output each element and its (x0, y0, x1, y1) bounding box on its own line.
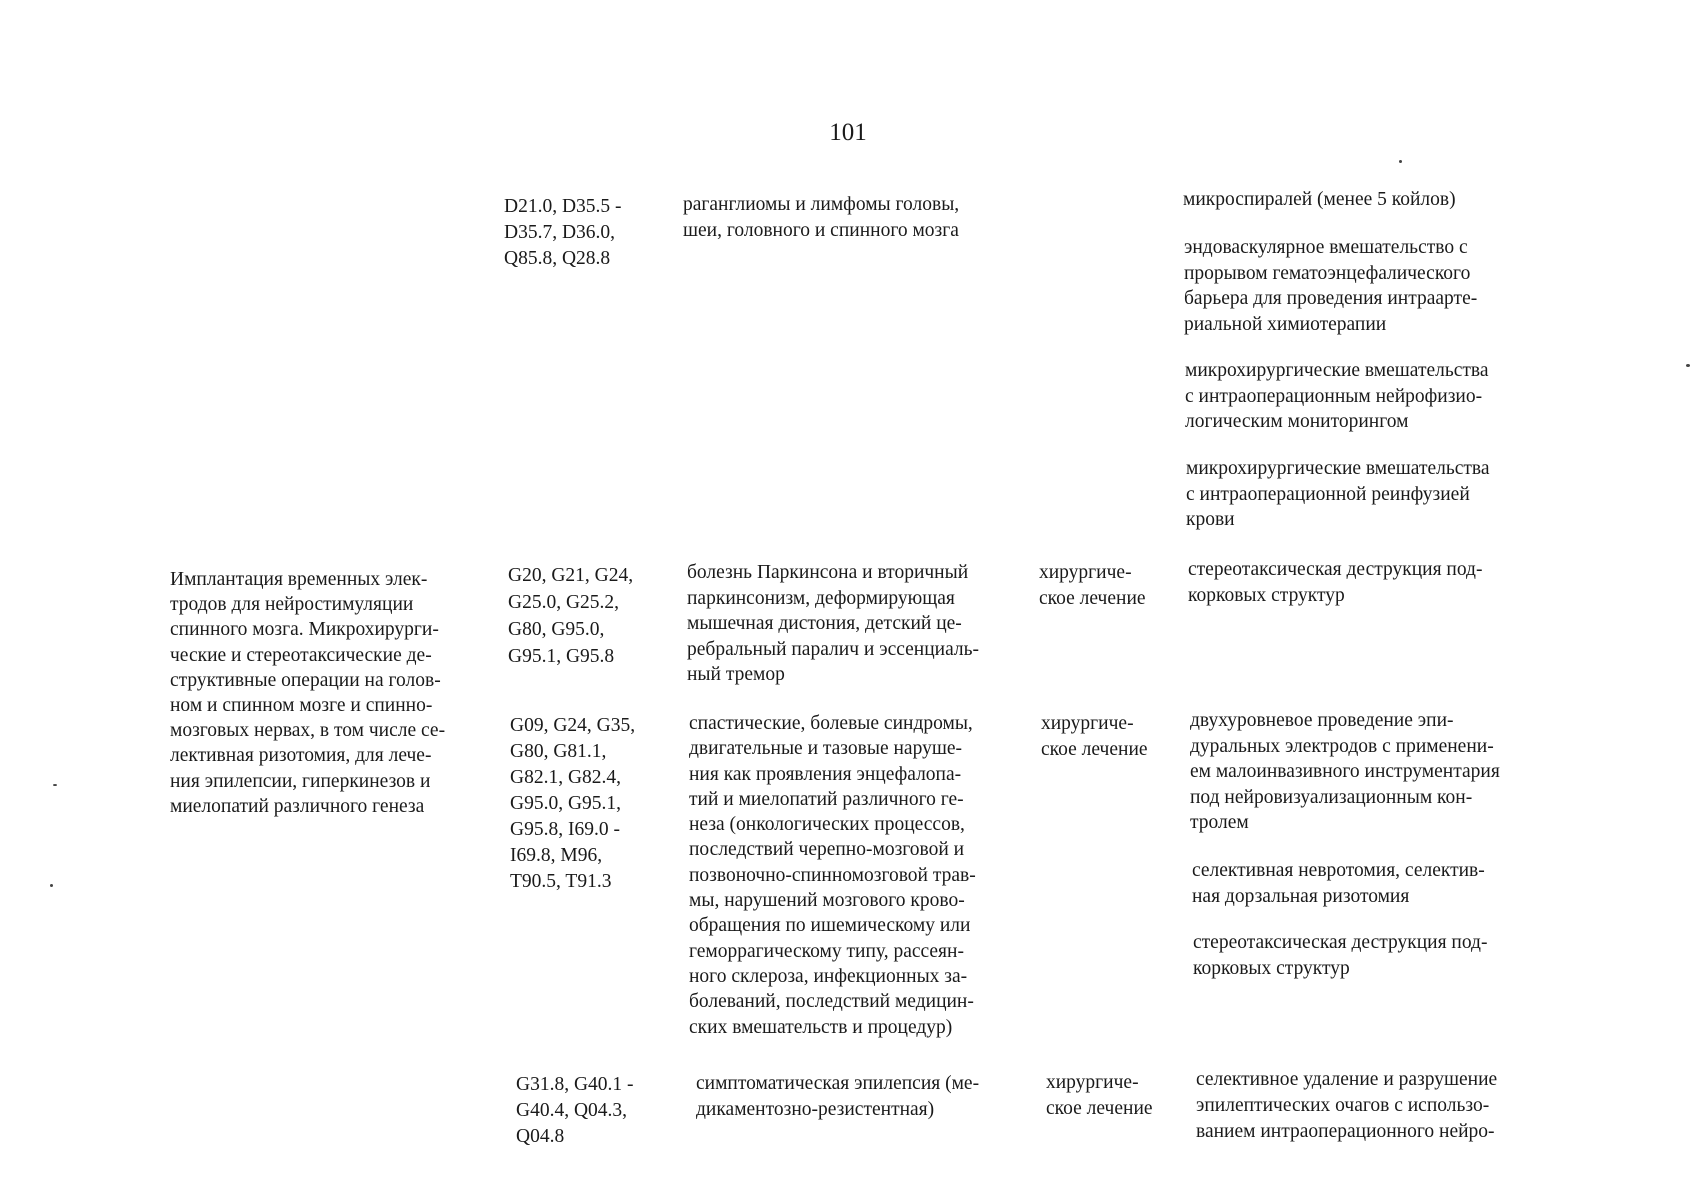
method-line: эпилептических очагов с использо- (1196, 1095, 1490, 1116)
disease-line: геморрагическому типу, рассеян- (689, 940, 964, 962)
disease-line: позвоночно-спинномозговой трав- (689, 864, 976, 886)
method-block-1a (1183, 187, 1456, 213)
treatment-line: ское лечение (1041, 739, 1148, 760)
disease-line: мышечная дистония, детский це- (687, 613, 962, 635)
code-line: I69.8, M96, (510, 845, 603, 866)
method-line: риальной химиотерапии (1184, 313, 1387, 335)
disease-line: ного склероза, инфекционных за- (689, 965, 968, 987)
codes-block-4 (516, 1072, 634, 1150)
disease-line: спастические, болевые синдромы, (689, 713, 973, 734)
method-line: крови (1186, 509, 1235, 531)
code-line: D21.0, D35.5 - (504, 196, 622, 217)
disease-block-2 (687, 560, 979, 688)
method-line: корковых структур (1188, 585, 1345, 606)
disease-block-1 (683, 192, 959, 244)
care-type-line: миелопатий различного генеза (170, 795, 425, 817)
method-block-4 (1196, 1067, 1497, 1145)
care-type-line: мозговых нервах, в том числе се- (170, 720, 446, 742)
method-line: микроспиралей (менее 5 койлов) (1183, 189, 1456, 210)
method-line: ванием интраоперационного нейро- (1196, 1121, 1495, 1142)
code-line: Q85.8, Q28.8 (504, 248, 611, 269)
disease-block-3 (689, 711, 976, 1040)
disease-line: неза (онкологических процессов, (689, 814, 965, 836)
treatment-line: ское лечение (1039, 588, 1146, 609)
disease-line: болеваний, последствий медицин- (689, 991, 974, 1013)
page-number: 101 (829, 119, 867, 146)
method-block-3c (1193, 930, 1487, 982)
method-line: ная дорзальная ризотомия (1192, 886, 1410, 907)
scan-speck (1686, 364, 1690, 367)
method-line: ем малоинвазивного инструментария (1190, 761, 1500, 783)
scan-speck (1399, 160, 1402, 163)
method-line: микрохирургические вмешательства (1186, 458, 1490, 479)
disease-line: ребральный паралич и эссенциаль- (687, 638, 980, 660)
disease-line: болезнь Паркинсона и вторичный (687, 562, 969, 583)
method-block-1d (1186, 456, 1490, 533)
disease-line: паркинсонизм, деформирующая (687, 587, 955, 609)
disease-line: ских вмешательств и процедур) (689, 1016, 953, 1038)
treatment-line: хирургиче- (1039, 562, 1132, 583)
care-type-line: тродов для нейростимуляции (170, 594, 414, 616)
codes-block-1 (504, 194, 622, 272)
method-line: селективное удаление и разрушение (1196, 1069, 1498, 1090)
method-line: корковых структур (1193, 958, 1350, 979)
code-line: G80, G81.1, (510, 741, 607, 762)
method-block-2 (1188, 557, 1482, 609)
method-line: стереотаксическая деструкция под- (1188, 559, 1483, 580)
method-line: прорывом гематоэнцефалического (1184, 262, 1471, 284)
scan-speck (50, 884, 53, 887)
code-line: G31.8, G40.1 - (516, 1074, 634, 1095)
codes-block-2 (508, 562, 633, 670)
treatment-block-3 (1041, 711, 1148, 763)
care-type-line: ния эпилепсии, гиперкинезов и (170, 770, 431, 792)
code-line: T90.5, T91.3 (510, 871, 612, 892)
code-line: G95.0, G95.1, (510, 793, 622, 814)
codes-block-3 (510, 713, 635, 895)
treatment-block-4 (1046, 1070, 1153, 1122)
scan-speck (53, 784, 57, 786)
method-line: микрохирургические вмешательства (1185, 360, 1489, 381)
disease-line: ный тремор (687, 664, 785, 686)
disease-block-4 (696, 1071, 979, 1123)
method-block-1b (1184, 235, 1477, 337)
method-line: под нейровизуализационным кон- (1190, 786, 1473, 808)
method-line: эндоваскулярное вмешательство с (1184, 237, 1468, 258)
code-line: G80, G95.0, (508, 619, 605, 640)
care-type-line: спинного мозга. Микрохирурги- (170, 619, 439, 641)
disease-line: мы, нарушений мозгового крово- (689, 890, 965, 912)
code-line: G40.4, Q04.3, (516, 1100, 628, 1121)
code-line: G20, G21, G24, (508, 565, 634, 586)
disease-line: последствий черепно-мозговой и (689, 839, 965, 861)
method-line: селективная невротомия, селектив- (1192, 860, 1485, 881)
code-line: G95.8, I69.0 - (510, 819, 620, 840)
code-line: G09, G24, G35, (510, 715, 636, 736)
treatment-line: хирургиче- (1046, 1072, 1139, 1093)
care-type-line: структивные операции на голов- (170, 669, 441, 691)
code-line: G82.1, G82.4, (510, 767, 622, 788)
treatment-block-2 (1039, 560, 1146, 612)
code-line: G25.0, G25.2, (508, 592, 620, 613)
code-line: D35.7, D36.0, (504, 222, 616, 243)
care-type-line: лективная ризотомия, для лече- (170, 745, 432, 767)
method-block-3b (1192, 858, 1485, 910)
treatment-line: ское лечение (1046, 1098, 1153, 1119)
method-line: двухуровневое проведение эпи- (1190, 710, 1454, 731)
code-line: G95.1, G95.8 (508, 646, 615, 667)
disease-line: ния как проявления энцефалопа- (689, 763, 962, 785)
method-block-1c (1185, 358, 1489, 435)
disease-line: симптоматическая эпилепсия (ме- (696, 1073, 980, 1094)
method-line: стереотаксическая деструкция под- (1193, 932, 1488, 953)
method-line: дуральных электродов с применени- (1190, 735, 1494, 757)
method-line: с интраоперационным нейрофизио- (1185, 385, 1483, 407)
disease-line: тий и миелопатий различного ге- (689, 788, 964, 810)
code-line: Q04.8 (516, 1126, 565, 1147)
method-line: барьера для проведения интраарте- (1184, 288, 1478, 310)
care-type-line: ном и спинном мозге и спинно- (170, 695, 433, 717)
care-type-line: ческие и стереотаксические де- (170, 644, 432, 666)
method-block-3a (1190, 708, 1500, 836)
disease-line: шеи, головного и спинного мозга (683, 220, 959, 241)
method-line: логическим мониторингом (1185, 411, 1409, 433)
disease-line: раганглиомы и лимфомы головы, (683, 194, 960, 215)
care-type-line: Имплантация временных элек- (170, 569, 428, 590)
method-line: тролем (1190, 812, 1249, 834)
care-type-block (170, 567, 445, 819)
disease-line: обращения по ишемическому или (689, 915, 971, 937)
method-line: с интраоперационной реинфузией (1186, 483, 1470, 505)
treatment-line: хирургиче- (1041, 713, 1134, 734)
disease-line: двигательные и тазовые наруше- (689, 738, 962, 760)
disease-line: дикаментозно-резистентная) (696, 1099, 935, 1120)
